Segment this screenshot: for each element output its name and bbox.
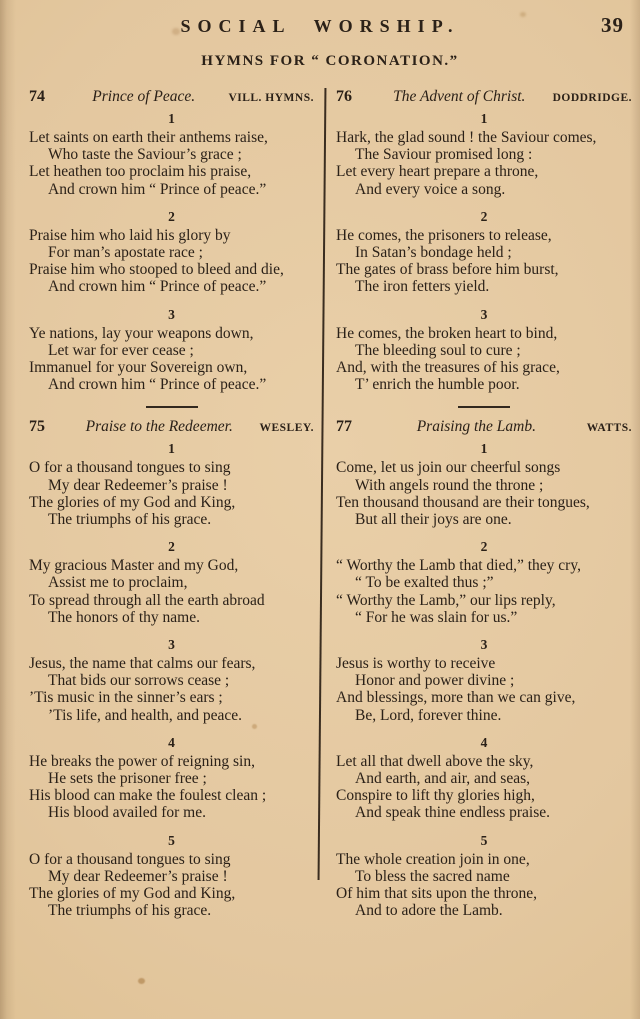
verse-line: And crown him “ Prince of peace.” [48, 180, 267, 198]
verse [29, 306, 314, 394]
verse [29, 734, 314, 822]
hymn-attribution: WESLEY. [259, 422, 314, 435]
verse-line: The bleeding soul to cure ; [355, 341, 521, 359]
verse-line: Of him that sits upon the throne, [336, 885, 538, 903]
verse-line: The iron fetters yield. [355, 278, 490, 296]
verse-line: Let war for ever cease ; [48, 341, 194, 359]
paper-stain [138, 978, 145, 984]
hymn-number: 77 [336, 418, 352, 436]
verse-line: O for a thousand tongues to sing [29, 459, 231, 477]
verse-number: 1 [168, 111, 175, 126]
hymn-header [336, 87, 632, 108]
verse-line: Jesus is worthy to receive [336, 655, 496, 673]
verse [336, 306, 632, 394]
verse-number: 5 [168, 832, 175, 848]
hymn-77 [336, 417, 632, 919]
page-number: 39 [601, 13, 624, 37]
verse-line: Let every heart prepare a throne, [336, 163, 539, 181]
verse-line: The triumphs of his grace. [48, 902, 212, 920]
verse-line: And blessings, more than we can give, [336, 689, 576, 707]
hymn-columns [29, 87, 634, 920]
verse-number: 2 [480, 208, 488, 224]
hymn-header [29, 87, 314, 108]
verse-line: The honors of thy name. [48, 608, 200, 626]
verse-line: Assist me to proclaim, [48, 574, 188, 592]
verse-number: 1 [480, 111, 488, 126]
hymn-divider [146, 406, 198, 408]
verse-line: Let heathen too proclaim his praise, [29, 163, 252, 181]
hymn-attribution: VILL. HYMNS. [228, 92, 314, 104]
section-title: HYMNS FOR “ CORONATION.” [201, 53, 459, 69]
verse-line: He sets the prisoner free ; [48, 770, 207, 788]
verse-line: But all their joys are one. [355, 511, 512, 529]
verse-line: My dear Redeemer’s praise ! [48, 476, 228, 494]
verse-number: 5 [480, 832, 488, 848]
hymn-title: Praising the Lamb. [416, 418, 536, 436]
verse-line: The glories of my God and King, [29, 885, 236, 903]
verse-line: Ten thousand thousand are their tongues, [336, 493, 590, 511]
verse-line: Let all that dwell above the sky, [336, 752, 534, 770]
column-left [29, 87, 314, 920]
verse-line: To spread through all the earth abroad [29, 591, 265, 609]
verse-line: The triumphs of his grace. [48, 511, 212, 529]
verse-line: My gracious Master and my God, [29, 557, 239, 575]
verse-number: 4 [168, 734, 175, 750]
verse-line: Conspire to lift thy glories high, [336, 787, 535, 805]
verse [29, 538, 314, 626]
verse-line: ’Tis life, and health, and peace. [48, 706, 242, 724]
verse-line: He comes, the prisoners to release, [336, 226, 552, 244]
verse-number: 2 [168, 539, 175, 555]
verse-line: For man’s apostate race ; [48, 244, 203, 262]
hymn-attribution: DODDRIDGE. [552, 92, 632, 104]
verse-line: And to adore the Lamb. [355, 902, 503, 920]
verse-line: The glories of my God and King, [29, 493, 236, 511]
verse-line: My dear Redeemer’s praise ! [48, 867, 228, 885]
verse-line: Ye nations, lay your weapons down, [29, 324, 254, 342]
verse [336, 110, 632, 198]
verse-line: Let saints on earth their anthems raise, [29, 129, 268, 146]
verse [29, 440, 314, 528]
verse-line: “ To be exalted thus ;” [355, 574, 494, 592]
verse-line: He breaks the power of reigning sin, [29, 752, 255, 770]
verse-line: “ For he was slain for us.” [355, 608, 518, 626]
hymn-divider [458, 406, 510, 408]
verse-line: And crown him “ Prince of peace.” [48, 278, 267, 296]
verse-line: The gates of brass before him burst, [336, 261, 559, 279]
verse [336, 440, 632, 528]
verse-number: 3 [168, 306, 175, 322]
hymn-title: Praise to the Redeemer. [85, 418, 233, 436]
verse [336, 538, 632, 626]
verse-number: 2 [168, 208, 175, 224]
verse-line: Honor and power divine ; [355, 672, 515, 690]
hymn-attribution: WATTS. [586, 422, 632, 435]
hymn-75 [29, 417, 314, 919]
verse-line: “ Worthy the Lamb that died,” they cry, [336, 557, 581, 575]
verse-line: O for a thousand tongues to sing [29, 850, 231, 868]
column-right [336, 87, 632, 920]
verse-line: Immanuel for your Sovereign own, [29, 359, 248, 377]
verse-line: Praise him who stooped to bleed and die, [29, 261, 284, 279]
verse-number: 3 [480, 306, 488, 322]
verse-number: 3 [480, 637, 488, 653]
verse-line: With angels round the throne ; [355, 476, 544, 494]
verse [336, 208, 632, 296]
verse-number: 1 [168, 441, 175, 457]
verse [336, 636, 632, 724]
verse-line: And, with the treasures of his grace, [336, 359, 560, 377]
hymn-header [336, 417, 632, 438]
verse-line: Come, let us join our cheerful songs [336, 459, 561, 477]
verse-line: And crown him “ Prince of peace.” [48, 376, 267, 394]
verse [29, 636, 314, 724]
verse [336, 832, 632, 920]
verse-line: His blood can make the foulest clean ; [29, 787, 267, 805]
verse-line: And earth, and air, and seas, [355, 770, 530, 788]
verse [29, 832, 314, 920]
verse-number: 2 [480, 539, 488, 555]
verse-line: The whole creation join in one, [336, 850, 530, 868]
verse-line: Hark, the glad sound ! the Saviour comes, [336, 129, 597, 146]
hymn-title: The Advent of Christ. [393, 88, 526, 105]
verse-number: 3 [168, 637, 175, 653]
verse [336, 734, 632, 822]
hymn-number: 74 [29, 88, 45, 105]
verse-number: 1 [480, 441, 488, 457]
verse [29, 208, 314, 296]
hymn-76 [336, 87, 632, 408]
verse-number: 4 [480, 734, 488, 750]
verse-line: Jesus, the name that calms our fears, [29, 655, 256, 673]
verse-line: In Satan’s bondage held ; [355, 244, 512, 262]
verse-line: Who taste the Saviour’s grace ; [48, 146, 242, 164]
verse-line: ’Tis music in the sinner’s ears ; [29, 689, 223, 707]
hymn-74 [29, 87, 314, 408]
verse [29, 110, 314, 198]
verse-line: To bless the sacred name [355, 867, 510, 885]
verse-line: And every voice a song. [355, 180, 506, 198]
running-title: SOCIAL WORSHIP. [180, 16, 460, 36]
hymn-header [29, 417, 314, 438]
hymn-number: 76 [336, 88, 352, 105]
verse-line: That bids our sorrows cease ; [48, 672, 230, 690]
verse-line: He comes, the broken heart to bind, [336, 324, 558, 342]
verse-line: Be, Lord, forever thine. [355, 706, 502, 724]
verse-line: T’ enrich the humble poor. [355, 376, 520, 394]
verse-line: The Saviour promised long : [355, 146, 533, 164]
verse-line: Praise him who laid his glory by [29, 226, 231, 244]
hymn-number: 75 [29, 418, 45, 436]
hymn-title: Prince of Peace. [92, 88, 196, 105]
verse-line: And speak thine endless praise. [355, 804, 550, 822]
verse-line: His blood availed for me. [48, 804, 206, 822]
verse-line: “ Worthy the Lamb,” our lips reply, [336, 591, 556, 609]
